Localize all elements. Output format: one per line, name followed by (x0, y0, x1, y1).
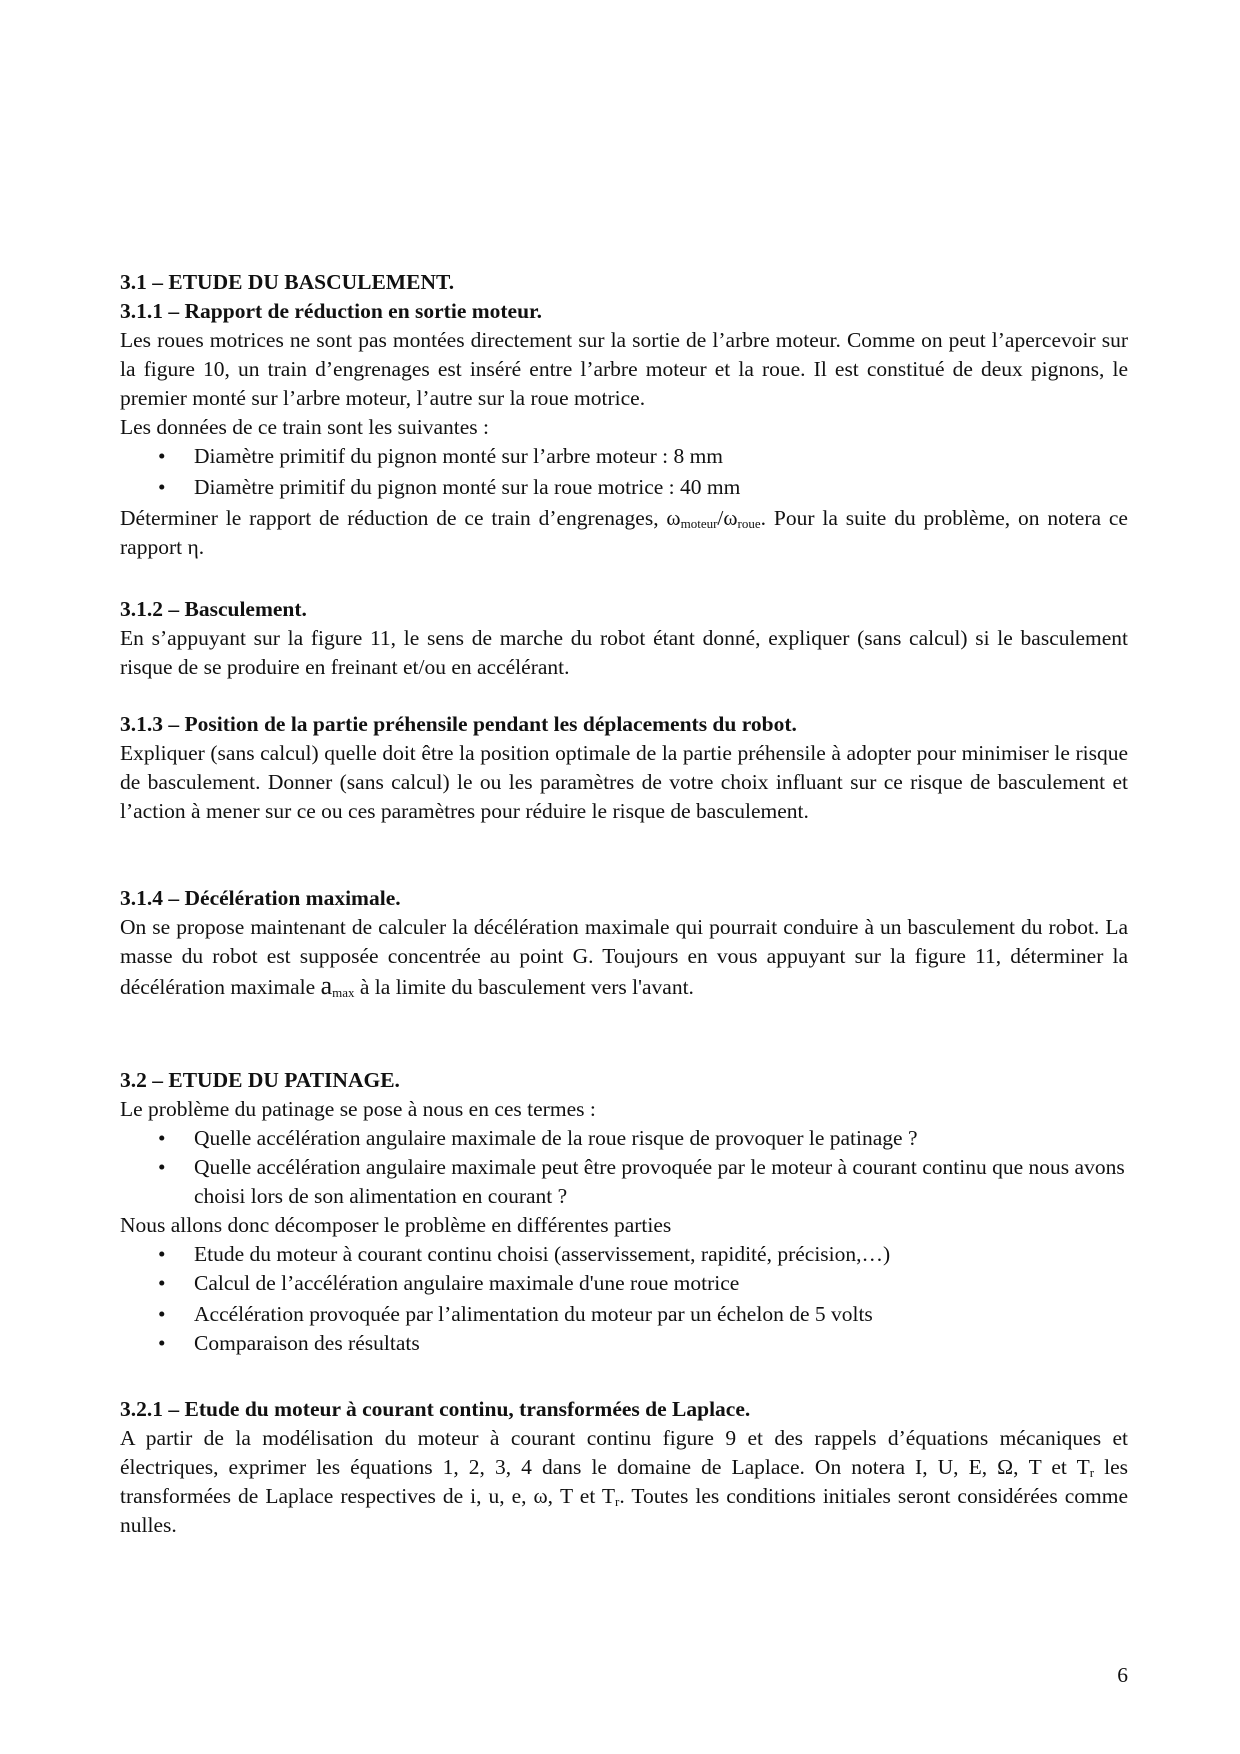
section-3-2 (120, 1066, 1128, 1358)
section-3-1-2 (120, 595, 1128, 682)
plan-list (120, 1240, 1128, 1358)
list-item-text: Accélération provoquée par l’alimentation du moteur par un échelon de 5 volts (194, 1302, 873, 1326)
list-item (120, 1153, 1128, 1211)
subscript: r (1089, 1465, 1095, 1480)
paragraph-3-2-plan: Nous allons donc décomposer le problème en différentes parties (120, 1213, 672, 1237)
gear-data-list (120, 442, 1128, 502)
list-item (120, 473, 1128, 502)
text: à la limite du basculement vers l'avant. (354, 975, 694, 999)
list-item (120, 1300, 1128, 1329)
heading-3-1-1: 3.1.1 – Rapport de réduction en sortie moteur. (120, 299, 543, 323)
heading-3-2: 3.2 – ETUDE DU PATINAGE. (120, 1068, 400, 1092)
heading-3-1-2: 3.1.2 – Basculement. (120, 597, 307, 621)
list-item (120, 1269, 1128, 1298)
text: les transformées de Laplace respectives de i, u, e, ω, T et T (120, 1455, 1129, 1508)
list-item-text: Etude du moteur à courant continu choisi (asservissement, rapidité, précision,…) (194, 1242, 891, 1266)
list-item-text: Quelle accélération angulaire maximale de la roue risque de provoquer le patinage ? (194, 1126, 918, 1150)
list-item-text: Diamètre primitif du pignon monté sur la roue motrice : 40 mm (194, 475, 741, 499)
variable: a (320, 971, 333, 1000)
list-item (120, 1329, 1128, 1358)
text: On se propose maintenant de calculer la décélération maximale qui pourrait conduire à un basculement du robot. La masse du robot est supposée concentrée au point G. Toujours en vous appuyant sur la figure 11, déterminer la décélération maximale (120, 915, 1128, 999)
text: . Pour la suite du problème, on notera ce rapport η. (120, 506, 1128, 559)
subscript: max (332, 985, 355, 1000)
subscript: roue (737, 516, 761, 531)
bullet-icon: • (158, 1126, 166, 1150)
text: Déterminer le rapport de réduction de ce train d’engrenages, ω (120, 506, 681, 530)
list-item (120, 1124, 1128, 1153)
list-item-text: Quelle accélération angulaire maximale peut être provoquée par le moteur à courant continu que nous avons choisi lors de son alimentation en courant ? (194, 1155, 1125, 1208)
subscript: r (615, 1494, 620, 1509)
question-list (120, 1124, 1128, 1211)
list-item (120, 1240, 1128, 1269)
heading-3-2-1: 3.2.1 – Etude du moteur à courant continu, transformées de Laplace. (120, 1397, 751, 1421)
bullet-icon: • (158, 1271, 166, 1295)
bullet-icon: • (158, 444, 166, 468)
paragraph-3-1-4 (120, 913, 1128, 1002)
paragraph-3-1-2: En s’appuyant sur la figure 11, le sens de marche du robot étant donné, expliquer (sans calcul) si le basculement risque de se produire en freinant et/ou en accélérant. (120, 626, 1128, 679)
paragraph-3-1-1-intro: Les roues motrices ne sont pas montées directement sur la sortie de l’arbre moteur. Comme on peut l’apercevoir sur la figure 10, un train d’engrenages est inséré entre l’arbre moteur et la roue. Il est constitué de deux pignons, le premier monté sur l’arbre moteur, l’autre sur la roue motrice. (120, 328, 1128, 410)
heading-3-1-4: 3.1.4 – Décélération maximale. (120, 886, 401, 910)
heading-3-1-3: 3.1.3 – Position de la partie préhensile pendant les déplacements du robot. (120, 712, 797, 736)
paragraph-3-1-1-data: Les données de ce train sont les suivantes : (120, 415, 489, 439)
paragraph-3-1-3: Expliquer (sans calcul) quelle doit être la position optimale de la partie préhensile à adopter pour minimiser le risque de basculement. Donner (sans calcul) le ou les paramètres de votre choix influant sur ce risque de basculement et l’action à mener sur ce ou ces paramètres pour réduire le risque de basculement. (120, 741, 1128, 823)
bullet-icon: • (158, 1302, 166, 1326)
list-item-text: Comparaison des résultats (194, 1331, 420, 1355)
bullet-icon: • (158, 475, 166, 499)
bullet-icon: • (158, 1155, 166, 1179)
section-3-1-3 (120, 710, 1128, 826)
section-3-1-4 (120, 884, 1128, 1002)
list-item-text: Diamètre primitif du pignon monté sur l’arbre moteur : 8 mm (194, 444, 724, 468)
text: . Toutes les conditions initiales seront considérées comme nulles. (120, 1484, 1128, 1537)
section-3-2-1 (120, 1395, 1128, 1540)
text: /ω (717, 506, 738, 530)
paragraph-3-2-intro: Le problème du patinage se pose à nous en ces termes : (120, 1097, 596, 1121)
page-number: 6 (1117, 1663, 1128, 1687)
list-item-text: Calcul de l’accélération angulaire maximale d'une roue motrice (194, 1271, 740, 1295)
subscript: moteur (680, 516, 718, 531)
text: A partir de la modélisation du moteur à courant continu figure 9 et des rappels d’équations mécaniques et électriques, exprimer les équations 1, 2, 3, 4 dans le domaine de Laplace. On notera I, U, E, Ω, T et T (120, 1426, 1128, 1479)
heading-3-1: 3.1 – ETUDE DU BASCULEMENT. (120, 270, 455, 294)
paragraph-3-1-1-question (120, 504, 1128, 562)
bullet-icon: • (158, 1331, 166, 1355)
paragraph-3-2-1 (120, 1424, 1128, 1540)
bullet-icon: • (158, 1242, 166, 1266)
list-item (120, 442, 1128, 471)
section-3-1 (120, 268, 1128, 562)
